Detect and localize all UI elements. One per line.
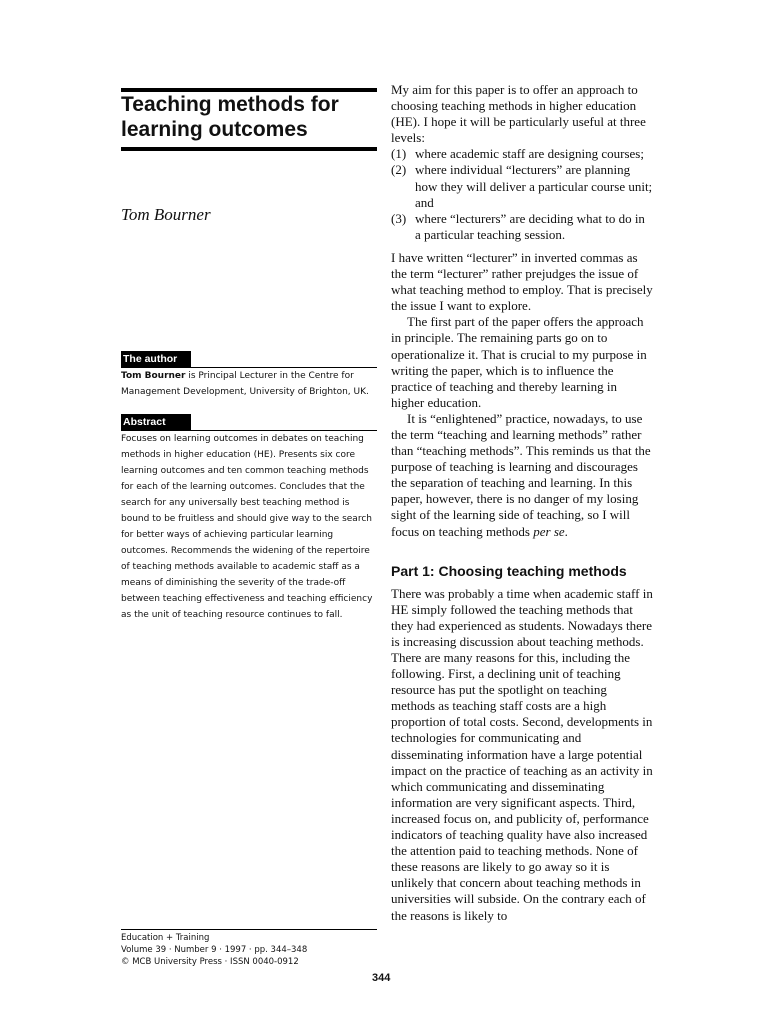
list-item-number: (3) bbox=[391, 210, 407, 226]
footer-rule bbox=[121, 929, 377, 930]
list-item bbox=[391, 162, 653, 210]
author-bio-text: is Principal Lecturer in the Centre for Management Development, University of Brighton, UK. bbox=[121, 371, 369, 397]
body-paragraph bbox=[391, 411, 653, 540]
body-paragraph: There was probably a time when academic staff in HE simply followed the teaching methods that they had experienced as students. Nowadays there is increasing discussion about teaching methods. There are many reasons for this, including the following. First, a declining unit of teaching resource has put the spotlight on teaching methods as teaching staff costs are a high proportion of total costs. Second, developments in technologies for communicating and disseminating information have a large potential impact on the practice of teaching as an activity in which communicating and disseminating information are very significant aspects. Third, increased focus on, and publicity of, performance indicators of teaching quality have also increased the attention paid to teaching methods. None of these reasons are likely to go away so it is unlikely that concern about teaching methods in universities will subside. On the contrary each of the reasons is likely to bbox=[391, 585, 653, 923]
list-item-text: where academic staff are designing courses; bbox=[415, 146, 644, 162]
list-item bbox=[391, 211, 653, 243]
paragraph-text: It is “enlightened” practice, nowadays, to use the term “teaching and learning methods” rather than “teaching methods”. This reminds us that the purpose of teaching is learning and discourages the separation of teaching and learning. In this paper, however, there is no danger of my losing sight of the learning side of teaching, so I will focus on teaching methods bbox=[391, 410, 651, 539]
page-number: 344 bbox=[372, 972, 391, 984]
abstract-section-label: Abstract bbox=[121, 414, 191, 431]
body-paragraph: The first part of the paper offers the approach in principle. The remaining parts go on to operationalize it. That is crucial to my purpose in writing the paper, which is to influence the practice of teaching and thereby learning in higher education. bbox=[391, 314, 647, 410]
list-item-number: (2) bbox=[391, 162, 407, 178]
journal-footer bbox=[121, 932, 377, 968]
list-item-text: where “lecturers” are deciding what to do in a particular teaching session. bbox=[415, 210, 645, 242]
list-item-text: where individual “lecturers” are planning how they will deliver a particular course unit; and bbox=[415, 162, 653, 210]
intro-paragraph: My aim for this paper is to offer an approach to choosing teaching methods in higher education (HE). I hope it will be particularly useful at three levels: bbox=[391, 82, 646, 146]
article-author: Tom Bourner bbox=[121, 205, 211, 224]
body-column bbox=[391, 82, 653, 924]
list-item bbox=[391, 146, 653, 162]
author-section-label: The author bbox=[121, 351, 191, 368]
author-bio-name: Tom Bourner bbox=[121, 371, 186, 381]
abstract-text: Focuses on learning outcomes in debates on teaching methods in higher education (HE). Presents six core learning outcomes and ten common teaching methods for each of the learning outcomes. Concludes that the search for any universally best teaching method is bound to be fruitless and should give way to the search for better ways of achieving particular learning outcomes. Recommends the widening of the repertoire of teaching methods available to academic staff as a means of diminishing the severity of the trade-off between teaching effectiveness and teaching efficiency as the unit of teaching resource continues to fall. bbox=[121, 434, 373, 620]
article-title: Teaching methods for learning outcomes bbox=[121, 93, 339, 141]
paragraph-end: . bbox=[564, 523, 568, 539]
title-bottom-rule bbox=[121, 147, 377, 151]
footer-journal: Education + Training bbox=[121, 933, 210, 943]
body-paragraph: I have written “lecturer” in inverted commas as the term “lecturer” rather prejudges the issue of what teaching method to employ. That is precisely the issue I want to explore. bbox=[391, 249, 653, 314]
italic-term: per se bbox=[533, 523, 565, 539]
levels-list bbox=[391, 146, 653, 243]
section-heading: Part 1: Choosing teaching methods bbox=[391, 562, 627, 579]
list-item-number: (1) bbox=[391, 146, 407, 162]
footer-copyright: © MCB University Press · ISSN 0040-0912 bbox=[121, 957, 299, 967]
author-bio bbox=[121, 368, 379, 400]
footer-volume: Volume 39 · Number 9 · 1997 · pp. 344–348 bbox=[121, 945, 308, 955]
